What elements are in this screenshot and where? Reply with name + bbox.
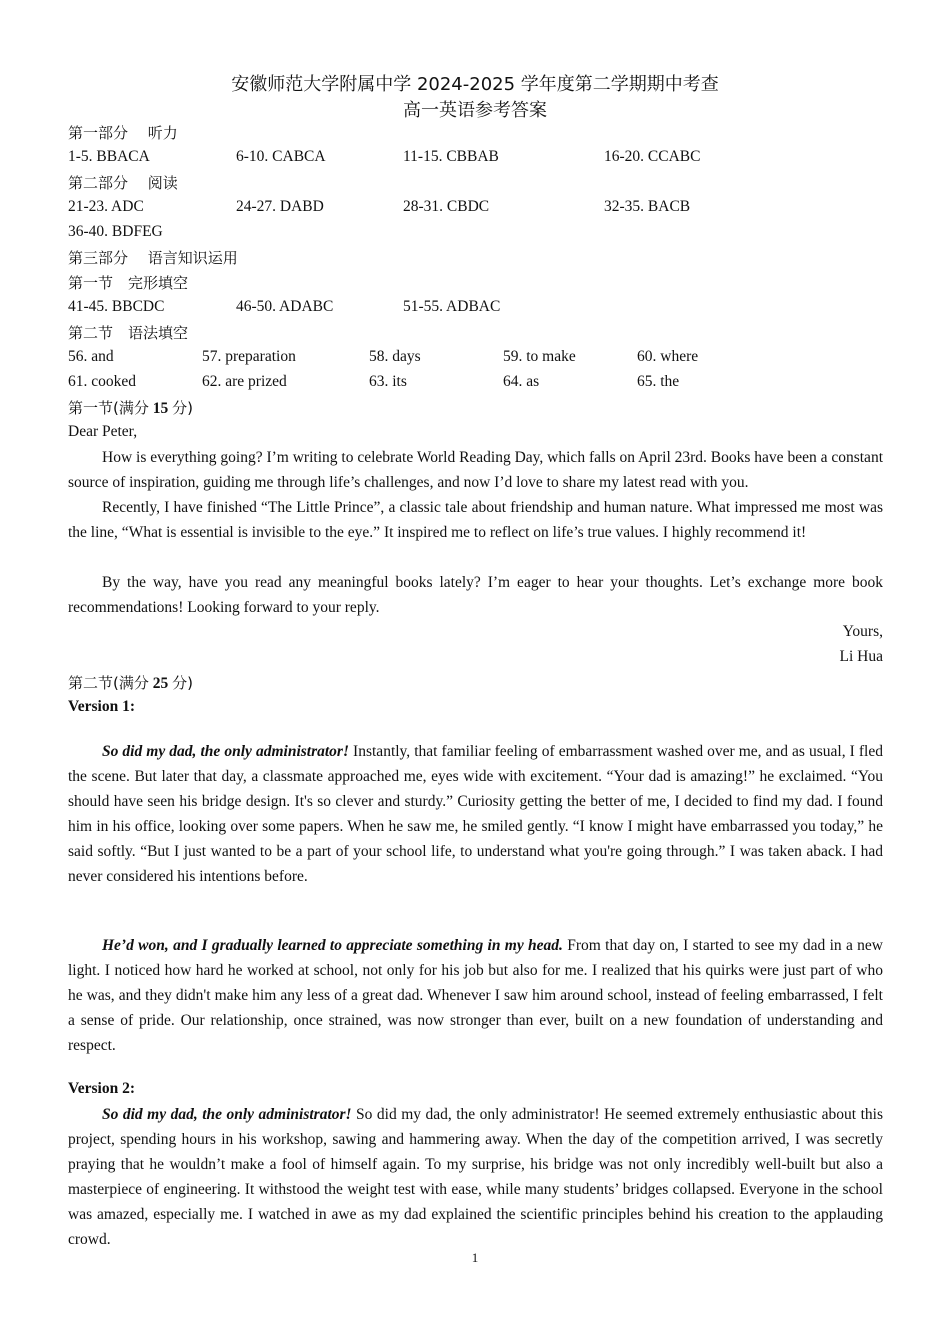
version2-label: Version 2: [68, 1080, 136, 1097]
document-subtitle: 高一英语参考答案 [403, 100, 547, 121]
grammar-answer: 57. preparation [202, 348, 296, 365]
essay-paragraph: So did my dad, the only administrator! Instantly, that familiar feeling of embarrassment washed over me, and as usual, I fled the scene. But later that day, a classmate approached me, eyes wide with excitement. “Your dad is amazing!” he exclaimed. “You should have seen his bridge design. It's so clever and sturdy.” Curiosity getting the better of me, I decided to find my dad. I found him in his office, looking over some papers. When he saw me, he smiled gently. “I know I might have embarrassed you today,” he said softly. “But I just wanted to be a part of your school life, to understand what you're going through.” I was taken aback. I had never considered his intentions before. [68, 743, 883, 885]
grammar-answer: 56. and [68, 348, 114, 365]
grammar-answer: 65. the [637, 373, 680, 390]
essay-paragraph: So did my dad, the only administrator! So did my dad, the only administrator! He seemed extremely enthusiastic about this project, spending hours in his workshop, sawing and hammering away. When the day of the competition arrived, I was secretly praying that he wouldn’t make a fool of himself again. To my surprise, his bridge was not only incredibly well-built but also a masterpiece of engineering. It withstood the weight test with ease, while many students’ bridges collapsed. Everyone in the school was amazed, especially me. I watched in awe as my dad explained the scientific principles behind his creation to the applauding crowd. [68, 1106, 883, 1248]
grammar-answer: 64. as [503, 373, 540, 390]
answer-group: 36-40. BDFEG [68, 223, 163, 240]
essay-paragraph: He’d won, and I gradually learned to appreciate something in my head. From that day on, I started to see my dad in a new light. I noticed how hard he worked at school, not only for his job but also for me. I realized that his quirks were just part of who he was, and they didn't make him any less of a great dad. Whenever I saw him around school, instead of feeling embarrassed, I felt a sense of pride. Our relationship, once strained, was now stronger than ever, built on a new foundation of understanding and respect. [68, 937, 883, 1054]
version1-label: Version 1: [68, 698, 136, 715]
answer-group: 32-35. BACB [604, 198, 691, 215]
letter-paragraph: How is everything going? I’m writing to celebrate World Reading Day, which falls on April 23rd. Books have been a constant source of inspiration, guiding me through life’s challenges, and now I’d love to share my latest read with you. [68, 449, 883, 491]
grammar-answer: 61. cooked [68, 373, 137, 390]
grammar-answer: 58. days [369, 348, 421, 365]
letter-signature: Li Hua [839, 648, 883, 665]
letter-paragraph: By the way, have you read any meaningful books lately? I’m eager to hear your thoughts. Let’s exchange more book recommendations! Looking forward to your reply. [68, 574, 883, 616]
part3-heading: 第三部分 语言知识运用 [68, 249, 238, 267]
answer-group: 41-45. BBCDC [68, 298, 165, 315]
writing1-heading: 第一节(满分 15 分) [68, 399, 193, 417]
letter-closing: Yours, [842, 623, 883, 640]
page-number: 1 [471, 1250, 479, 1265]
part1-heading: 第一部分 听力 [68, 124, 178, 142]
answer-group: 24-27. DABD [236, 198, 324, 215]
letter-salutation: Dear Peter, [68, 423, 138, 440]
answer-group: 11-15. CBBAB [403, 148, 499, 165]
grammar-answer: 62. are prized [202, 373, 287, 390]
grammar-answer: 59. to make [503, 348, 576, 365]
letter-paragraph: Recently, I have finished “The Little Prince”, a classic tale about friendship and human nature. What impressed me most was the line, “What is essential is invisible to the eye.” It inspired me to reflect on life’s true values. I highly recommend it! [68, 499, 883, 541]
grammar-fill-heading: 第二节 语法填空 [68, 324, 189, 342]
answer-group: 16-20. CCABC [604, 148, 701, 165]
answer-group: 21-23. ADC [68, 198, 144, 215]
cloze-heading: 第一节 完形填空 [68, 274, 189, 292]
answer-group: 28-31. CBDC [403, 198, 490, 215]
writing2-heading: 第二节(满分 25 分) [68, 674, 193, 692]
answer-group: 1-5. BBACA [68, 148, 150, 165]
grammar-answer: 63. its [369, 373, 407, 390]
answer-group: 6-10. CABCA [236, 148, 326, 165]
part2-heading: 第二部分 阅读 [68, 174, 178, 192]
grammar-answer: 60. where [637, 348, 699, 365]
document-title: 安徽师范大学附属中学 2024-2025 学年度第二学期期中考查 [231, 74, 719, 95]
answer-group: 46-50. ADABC [236, 298, 334, 315]
answer-group: 51-55. ADBAC [403, 298, 501, 315]
